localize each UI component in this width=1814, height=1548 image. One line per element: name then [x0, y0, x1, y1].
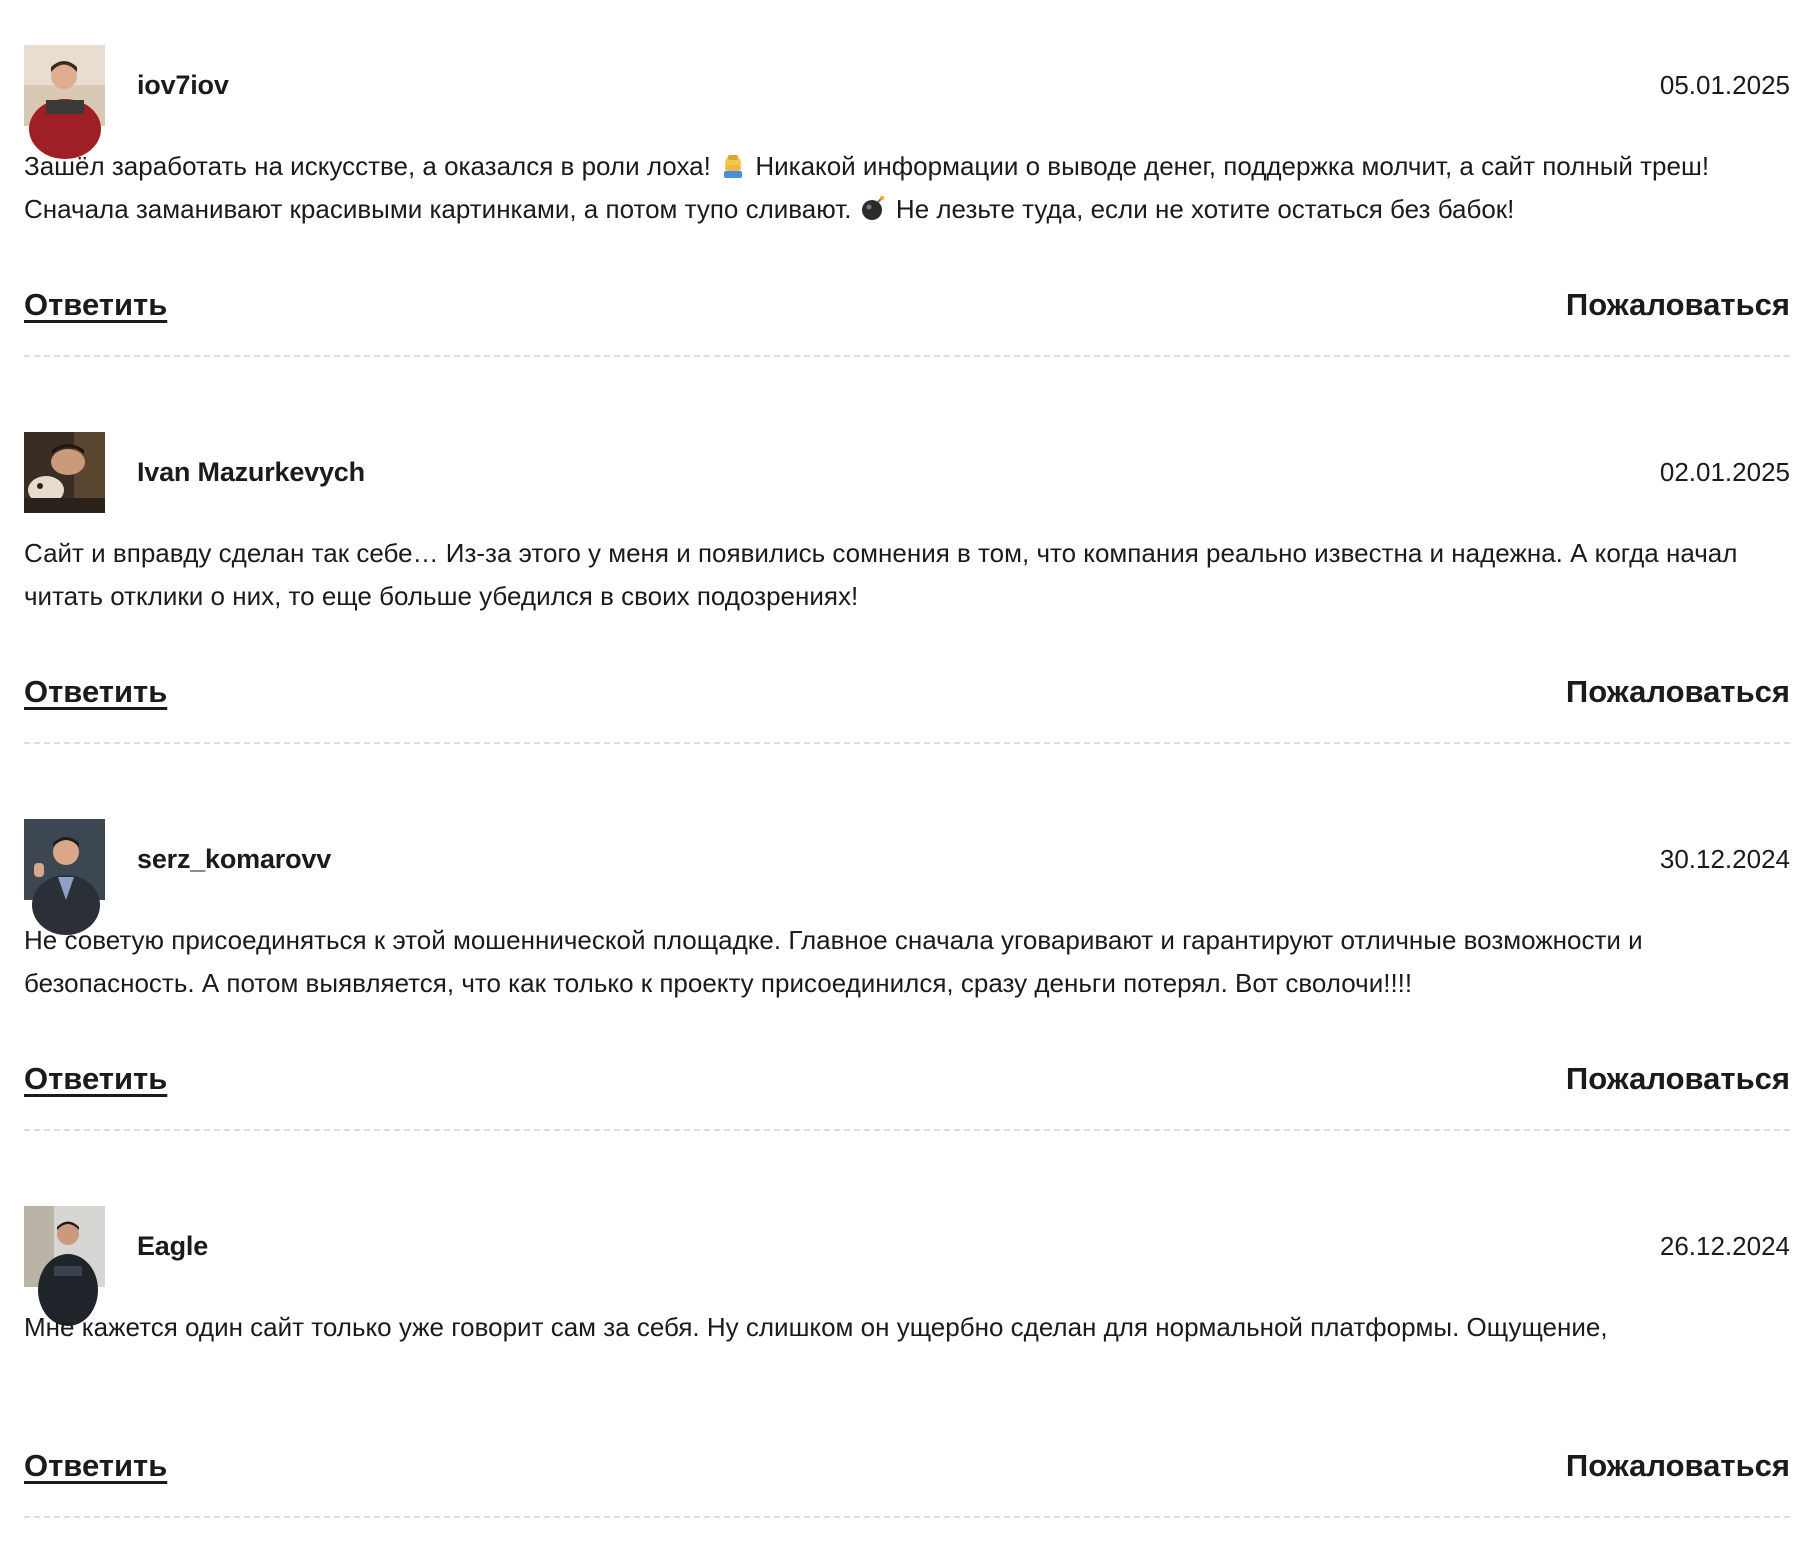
facepalm-emoji-icon: [720, 152, 746, 178]
comment-text-part: Никакой информации о выводе денег, поддержка молчит, а сайт полный треш! Сначала заманивают красивыми картинками, а потом тупо сливают.: [24, 151, 1710, 224]
comment-author: serz_komarovv: [137, 844, 332, 874]
reply-link[interactable]: Ответить: [24, 1061, 168, 1096]
report-button[interactable]: Пожаловаться: [1565, 674, 1790, 709]
comment-header: [24, 1206, 1790, 1287]
comment-header: [24, 432, 1790, 513]
comment-author: Eagle: [137, 1231, 209, 1261]
comment-actions: [24, 1441, 1790, 1491]
reply-link[interactable]: Ответить: [24, 287, 168, 322]
comment-actions: [24, 1054, 1790, 1104]
comment-item: [24, 1161, 1790, 1548]
comment-author: Ivan Mazurkevych: [137, 457, 365, 487]
comment-text: Сайт и вправду сделан так себе… Из-за этого у меня и появились сомнения в том, что компания реально известна и надежна. А когда начал читать отклики о них, то еще больше убедился в своих подозрениях!: [24, 538, 1738, 611]
comment-author: iov7iov: [137, 70, 229, 100]
divider: [24, 742, 1790, 744]
avatar[interactable]: [24, 1206, 105, 1287]
avatar-man-dark-jacket-icon: [24, 1206, 105, 1287]
comment-date: 05.01.2025: [1659, 70, 1790, 100]
comment-item: [24, 774, 1790, 1161]
comment-date: 02.01.2025: [1659, 457, 1790, 487]
comment-header: [24, 45, 1790, 126]
comment-text-part: Не лезьте туда, если не хотите остаться без бабок!: [895, 194, 1515, 224]
divider: [24, 1516, 1790, 1518]
comment-header: [24, 819, 1790, 900]
comment-text: Не советую присоединяться к этой мошеннической площадке. Главное сначала уговаривают и гарантируют отличные возможности и безопасность. А потом выявляется, что как только к проекту присоединился, сразу деньги потерял. Вот сволочи!!!!: [24, 925, 1643, 998]
divider: [24, 355, 1790, 357]
divider: [24, 1129, 1790, 1131]
comment-text: [24, 145, 1790, 231]
report-button[interactable]: Пожаловаться: [1565, 287, 1790, 322]
reply-link[interactable]: Ответить: [24, 674, 168, 709]
comment-text: Мне кажется один сайт только уже говорит сам за себя. Ну слишком он ущербно сделан для нормальной платформы. Ощущение,: [24, 1312, 1608, 1342]
report-button[interactable]: Пожаловаться: [1565, 1061, 1790, 1096]
comment-item: [24, 0, 1790, 387]
reply-link[interactable]: Ответить: [24, 1448, 168, 1483]
avatar[interactable]: [24, 819, 105, 900]
report-button[interactable]: Пожаловаться: [1565, 1448, 1790, 1483]
comment-actions: [24, 667, 1790, 717]
comment-date: 30.12.2024: [1659, 844, 1790, 874]
comment-item: [24, 387, 1790, 774]
comment-text-part: Зашёл заработать на искусстве, а оказался в роли лоха!: [24, 151, 711, 181]
avatar-man-with-dog-icon: [24, 432, 105, 513]
avatar[interactable]: [24, 45, 105, 126]
avatar-man-suit-thumbs-up-icon: [24, 819, 105, 900]
bomb-emoji-icon: [861, 195, 887, 221]
avatar-man-red-hoodie-icon: [24, 45, 105, 126]
comment-date: 26.12.2024: [1659, 1231, 1790, 1261]
avatar[interactable]: [24, 432, 105, 513]
comment-actions: [24, 280, 1790, 330]
